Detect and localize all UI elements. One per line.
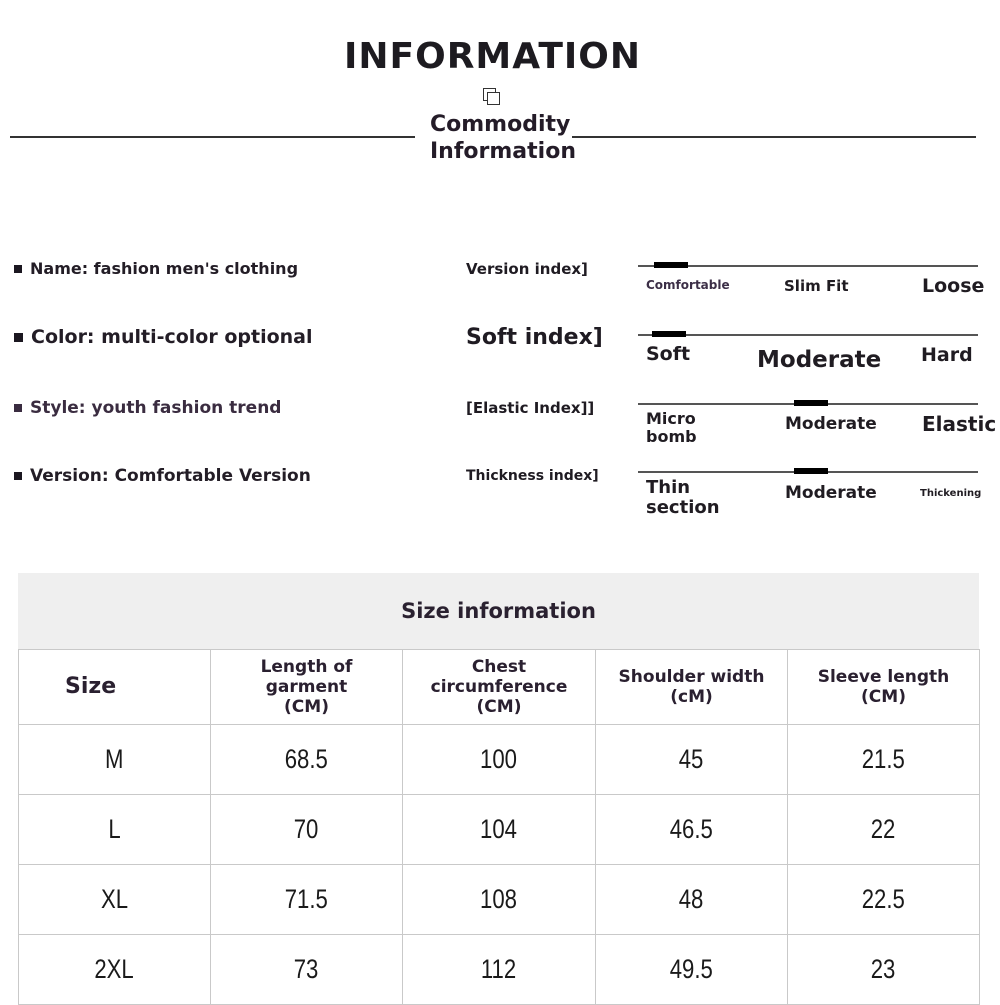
scale-option: Micro bomb	[646, 409, 697, 446]
scale-option: Comfortable	[646, 278, 730, 292]
cell-length: 71.5	[211, 865, 403, 935]
column-header-shoulder: Shoulder width (cM)	[596, 650, 788, 725]
cell-chest: 104	[403, 795, 596, 865]
attribute-label: Name: fashion men's clothing	[30, 259, 299, 278]
cell-length: 70	[211, 795, 403, 865]
scale-track-soft	[638, 334, 978, 336]
cell-sleeve: 22.5	[788, 865, 980, 935]
scale-option: Moderate	[785, 414, 877, 434]
index-title-elastic: [Elastic Index]]	[466, 399, 595, 417]
column-header-chest: Chest circumference (CM)	[403, 650, 596, 725]
cell-sleeve: 21.5	[788, 725, 980, 795]
column-header-sleeve: Sleeve length (CM)	[788, 650, 980, 725]
bullet-icon	[14, 265, 22, 273]
table-row	[19, 865, 980, 935]
section-subtitle	[430, 111, 576, 165]
subtitle-line-2: Information	[430, 139, 576, 164]
page-title: INFORMATION	[343, 36, 641, 77]
cell-size: 2XL	[19, 935, 211, 1005]
cell-size: L	[19, 795, 211, 865]
cell-length: 73	[211, 935, 403, 1005]
table-title: Size information	[18, 573, 979, 649]
scale-indicator-version	[654, 262, 688, 268]
scale-option: Moderate	[757, 347, 882, 373]
attribute-label: Color: multi-color optional	[31, 326, 313, 348]
cell-size: M	[19, 725, 211, 795]
attribute-style	[14, 398, 281, 418]
scale-option: Slim Fit	[784, 277, 849, 295]
cell-length: 68.5	[211, 725, 403, 795]
table-header-row	[19, 650, 980, 725]
cell-shoulder: 46.5	[596, 795, 788, 865]
divider-left	[10, 136, 415, 138]
cell-chest: 100	[403, 725, 596, 795]
cell-sleeve: 22	[788, 795, 980, 865]
scale-option: Hard	[921, 344, 973, 366]
size-table	[18, 649, 980, 1005]
scale-indicator-soft	[652, 331, 686, 337]
index-title-version: Version index]	[466, 260, 588, 278]
table-row	[19, 795, 980, 865]
cell-shoulder: 45	[596, 725, 788, 795]
attribute-label: Style: youth fashion trend	[30, 398, 282, 418]
table-row	[19, 935, 980, 1005]
bullet-icon	[14, 404, 22, 412]
cell-sleeve: 23	[788, 935, 980, 1005]
stacked-squares-icon	[483, 88, 501, 106]
scale-option: Elastic	[922, 412, 997, 436]
attribute-version	[14, 466, 311, 486]
size-information-table	[18, 573, 979, 1005]
subtitle-line-1: Commodity	[430, 112, 571, 137]
scale-option: Thickening	[920, 488, 982, 499]
cell-chest: 112	[403, 935, 596, 1005]
scale-indicator-thickness	[794, 468, 828, 474]
cell-size: XL	[19, 865, 211, 935]
index-title-soft: Soft index]	[466, 325, 603, 350]
cell-shoulder: 49.5	[596, 935, 788, 1005]
scale-option: Loose	[922, 275, 985, 297]
scale-option: Thin section	[646, 477, 720, 518]
scale-indicator-elastic	[794, 400, 828, 406]
cell-chest: 108	[403, 865, 596, 935]
attribute-color	[14, 326, 313, 348]
table-row	[19, 725, 980, 795]
bullet-icon	[14, 333, 23, 342]
scale-option: Moderate	[785, 483, 877, 503]
bullet-icon	[14, 472, 22, 480]
column-header-length: Length of garment (CM)	[211, 650, 403, 725]
index-title-thickness: Thickness index]	[466, 468, 599, 484]
scale-track-version	[638, 265, 978, 267]
column-header-size: Size	[19, 650, 211, 725]
attribute-label: Version: Comfortable Version	[30, 466, 311, 486]
scale-option: Soft	[646, 343, 691, 365]
divider-right	[572, 136, 976, 138]
cell-shoulder: 48	[596, 865, 788, 935]
attribute-name	[14, 259, 298, 278]
